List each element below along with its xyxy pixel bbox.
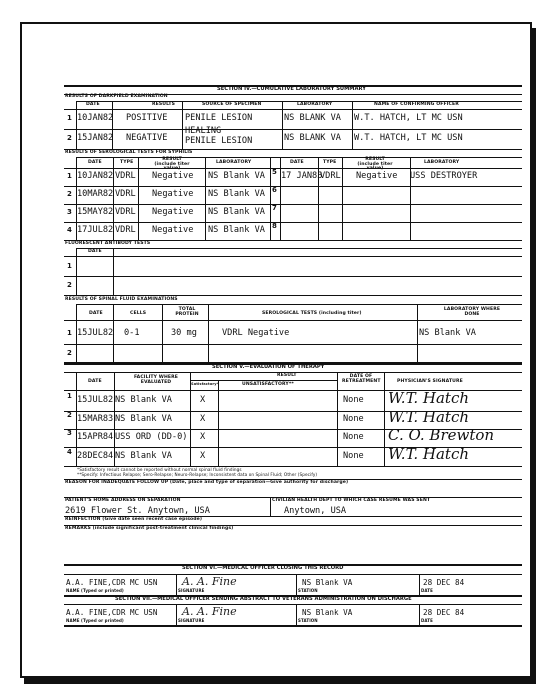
therapy-satisfactory-mark: X [200, 414, 206, 424]
darkfield-date: 10JAN82 [77, 113, 114, 123]
darkfield-lab: NS BLANK VA [284, 113, 341, 123]
section-v-title: SECTION V.—EVALUATION OF THERAPY [212, 364, 325, 370]
darkfield-source-header: SOURCE OF SPECIMEN [202, 102, 262, 107]
serology-date: 10MAR82 [77, 189, 114, 199]
physician-signature: W.T. Hatch [388, 408, 470, 426]
darkfield-label: RESULTS OF DARKFIELD EXAMINATION [65, 94, 168, 99]
fluorescent-date-header: DATE [88, 249, 102, 254]
reinfection-label: REINFECTION (Give date seen recent case episode) [65, 517, 203, 522]
serology-row-number: 7 [272, 204, 277, 212]
serology-lab: NS Blank VA [208, 171, 265, 181]
section-vii-title: SECTION VII.—MEDICAL OFFICER SENDING ABSTRACT TO VETERANS ADMINISTRATION ON DISCHARGE [115, 596, 412, 602]
section-vi-title: SECTION VI.—MEDICAL OFFICER CLOSING THIS RECORD [182, 565, 344, 571]
spinal-sero-header: SEROLOGICAL TESTS (including titer) [262, 311, 362, 316]
darkfield-lab-header: LABORATORY [297, 102, 333, 107]
serology-type2-header: TYPE [323, 160, 337, 165]
therapy-satisfactory-mark: X [200, 432, 206, 442]
spinal-label: RESULTS OF SPINAL FLUID EXAMINATIONS [65, 297, 178, 302]
serology-date: 17JUL82 [77, 225, 114, 235]
spinal-lab-header: LABORATORY WHERE DONE [443, 307, 501, 317]
darkfield-date-header: DATE [86, 102, 100, 107]
serology-result: Negative [356, 171, 398, 181]
therapy-row-number: 4 [67, 448, 72, 456]
closing-officer-signature: A. A. Fine [182, 575, 237, 588]
sending-date: 28 DEC 84 [423, 608, 465, 617]
serology-result-header: RESULT (include titer value) [154, 157, 190, 172]
darkfield-source: PENILE LESION [185, 136, 253, 146]
closing-sig-label: SIGNATURE [178, 588, 205, 593]
serology-row-number: 6 [272, 186, 277, 194]
therapy-unsat-header: UNSATISFACTORY** [242, 382, 294, 387]
therapy-facility: NS Blank VA [115, 414, 172, 424]
serology-result: Negative [152, 225, 194, 235]
serology-lab: NS Blank VA [208, 207, 265, 217]
serology-row-number: 3 [67, 208, 72, 216]
darkfield-source: PENILE LESION [185, 113, 253, 123]
sending-station: NS Blank VA [302, 608, 353, 617]
serology-result: Negative [152, 207, 194, 217]
footnote-unsatisfactory: **Specify: Infectious Relapse; Sero-Relapse; Neuro-Relapse; Inconsistent data on Spinal Fluid; Other (Specify) [77, 472, 318, 477]
sending-officer-signature: A. A. Fine [182, 605, 237, 618]
serology-date: 17 JAN83 [281, 171, 323, 181]
section-iv-title: SECTION IV.—CUMULATIVE LABORATORY SUMMARY [217, 86, 366, 92]
serology-date2-header: DATE [290, 160, 304, 165]
footnote-satisfactory: *Satisfactory result cannot be reported without normal spinal fluid findings [77, 467, 242, 472]
spinal-date-header: DATE [89, 311, 103, 316]
therapy-satisfactory-mark: X [200, 451, 206, 461]
darkfield-row-number: 1 [67, 114, 72, 122]
serology-lab-header: LABORATORY [216, 160, 252, 165]
therapy-facility: USS ORD (DD-0) [115, 432, 188, 442]
serology-date: 15MAY82 [77, 207, 114, 217]
therapy-result-header: RESULT [277, 373, 297, 378]
therapy-retreat-header: DATE OF RETREATMENT [342, 374, 381, 384]
therapy-date: 28DEC84 [77, 451, 114, 461]
therapy-signature-header: PHYSICIAN'S SIGNATURE [397, 379, 463, 384]
closing-station: NS Blank VA [302, 578, 353, 587]
sending-station-label: STATION [298, 618, 318, 623]
serology-lab: NS Blank VA [208, 189, 265, 199]
physician-signature: W.T. Hatch [388, 445, 470, 463]
sending-date-label: DATE [421, 618, 433, 623]
closing-officer-name: A.A. FINE,CDR MC USN [66, 578, 158, 587]
serology-type: VDRL [115, 207, 136, 217]
darkfield-result: NEGATIVE [126, 133, 168, 143]
closing-station-label: STATION [298, 588, 318, 593]
lab-summary-form [20, 22, 532, 678]
spinal-protein: 30 mg [171, 328, 197, 338]
serology-type-header: TYPE [120, 160, 134, 165]
therapy-retreatment: None [343, 432, 364, 442]
therapy-row-number: 2 [67, 411, 72, 419]
darkfield-results-header: RESULTS [152, 102, 176, 107]
serology-type: VDRL [115, 171, 136, 181]
fluorescent-label: FLUORESCENT ANTIBODY TESTS [65, 241, 151, 246]
darkfield-date: 15JAN82 [77, 133, 114, 143]
serology-row-number: 4 [67, 226, 72, 234]
spinal-cells-header: CELLS [130, 311, 147, 316]
spinal-date: 15JUL82 [77, 328, 114, 338]
sending-name-label: NAME (Typed or printed) [66, 618, 124, 623]
serology-lab: NS Blank VA [208, 225, 265, 235]
fluorescent-row-number: 2 [67, 281, 72, 289]
physician-signature: W.T. Hatch [388, 389, 470, 407]
serology-date: 10JAN82 [77, 171, 114, 181]
serology-type: VDRL [115, 189, 136, 199]
therapy-retreatment: None [343, 395, 364, 405]
serology-row-number: 8 [272, 222, 277, 230]
darkfield-officer-header: NAME OF CONFIRMING OFFICER [374, 102, 459, 107]
therapy-date: 15JUL82 [77, 395, 114, 405]
therapy-row-number: 1 [67, 392, 72, 400]
remarks-label: REMARKS (include significant post-treatment clinical findings) [65, 526, 234, 531]
therapy-sat-header: Satisfactory* [191, 382, 219, 386]
therapy-date: 15APR84 [77, 432, 114, 442]
therapy-date: 15MAR83 [77, 414, 114, 424]
darkfield-officer: W.T. HATCH, LT MC USN [354, 113, 463, 123]
therapy-facility: NS Blank VA [115, 451, 172, 461]
spinal-lab: NS Blank VA [419, 328, 476, 338]
fluorescent-row-number: 1 [67, 262, 72, 270]
darkfield-row-number: 2 [67, 134, 72, 142]
physician-signature: C. O. Brewton [388, 426, 495, 444]
darkfield-result: POSITIVE [126, 113, 168, 123]
spinal-row-number: 2 [67, 349, 72, 357]
therapy-row-number: 3 [67, 429, 72, 437]
serology-result2-header: RESULT (include titer value) [357, 157, 393, 172]
serology-lab2-header: LABORATORY [424, 160, 460, 165]
darkfield-lab: NS BLANK VA [284, 133, 341, 143]
spinal-sero: VDRL Negative [222, 328, 290, 338]
serology-row-number: 2 [67, 190, 72, 198]
serology-result: Negative [152, 171, 194, 181]
serology-lab: USS DESTROYER [410, 171, 478, 181]
therapy-date-header: DATE [88, 379, 102, 384]
therapy-satisfactory-mark: X [200, 395, 206, 405]
spinal-protein-header: TOTAL PROTEIN [175, 307, 199, 317]
home-address-label: PATIENT'S HOME ADDRESS ON SEPARATION [65, 498, 181, 503]
spinal-cells: 0-1 [124, 328, 140, 338]
civilian-dept: Anytown, USA [284, 506, 347, 516]
darkfield-officer: W.T. HATCH, LT MC USN [354, 133, 463, 143]
therapy-retreatment: None [343, 414, 364, 424]
closing-date: 28 DEC 84 [423, 578, 465, 587]
civilian-dept-label: CIVILIAN HEALTH DEPT TO WHICH CASE RESUME WAS SENT [272, 498, 431, 503]
closing-name-label: NAME (Typed or printed) [66, 588, 124, 593]
sending-sig-label: SIGNATURE [178, 618, 205, 623]
serology-date-header: DATE [88, 160, 102, 165]
serology-type: VDRL [115, 225, 136, 235]
sending-officer-name: A.A. FINE,CDR MC USN [66, 608, 158, 617]
serology-type: VDRL [320, 171, 341, 181]
spinal-row-number: 1 [67, 329, 72, 337]
closing-date-label: DATE [421, 588, 433, 593]
serology-label: RESULTS OF SEROLOGICAL TESTS FOR SYPHILIS [65, 150, 193, 155]
therapy-retreatment: None [343, 451, 364, 461]
home-address: 2619 Flower St. Anytown, USA [65, 506, 210, 516]
serology-result: Negative [152, 189, 194, 199]
therapy-facility: NS Blank VA [115, 395, 172, 405]
reason-label: REASON FOR INADEQUATE FOLLOW UP (Date, place and type of separation—Give authority for discharge) [65, 480, 349, 485]
therapy-facility-header: FACILITY WHERE EVALUATED [133, 375, 179, 385]
darkfield-source-note: HEALING [185, 126, 222, 136]
serology-row-number: 5 [272, 168, 277, 176]
serology-row-number: 1 [67, 172, 72, 180]
